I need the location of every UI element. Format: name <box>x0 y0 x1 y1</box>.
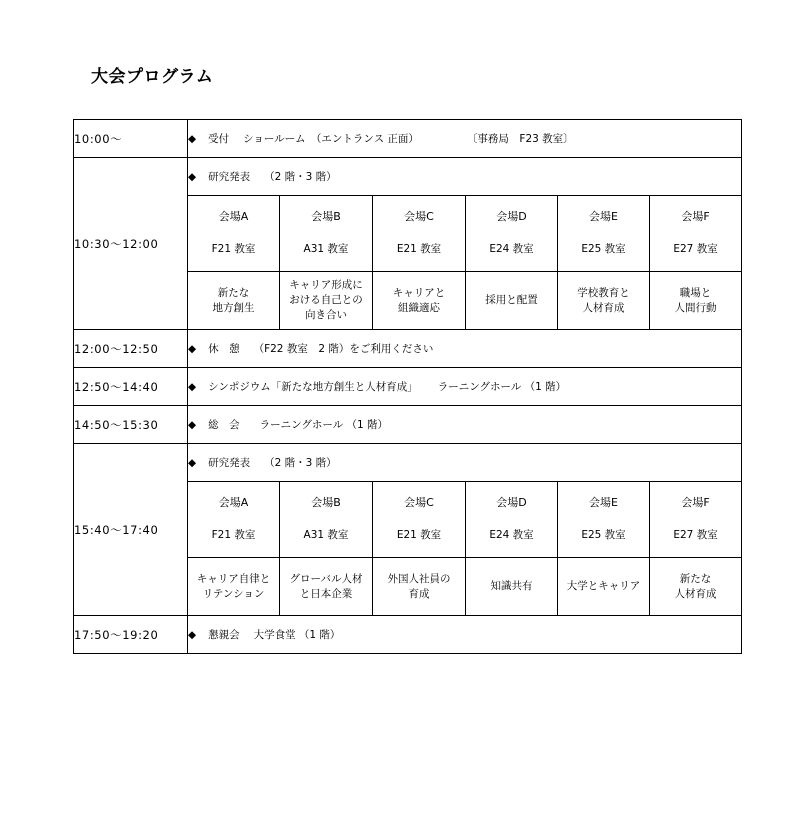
venue-cell <box>373 196 466 272</box>
venue-name: 会場A <box>218 210 249 223</box>
diamond-bullet-icon: ◆ <box>188 457 197 469</box>
break-info <box>188 330 742 368</box>
time-cell: 15:40～17:40 <box>74 444 188 616</box>
reception-row <box>74 120 742 158</box>
venue-cell <box>373 482 466 558</box>
time-cell: 17:50～19:20 <box>74 616 188 654</box>
venue-room: E27 教室 <box>673 243 718 255</box>
diamond-bullet-icon: ◆ <box>188 133 197 145</box>
topic-cell: グローバル人材 と日本企業 <box>280 558 373 616</box>
venue-name: 会場E <box>589 496 618 509</box>
social-gathering-place: 大学食堂 （1 階） <box>253 629 341 641</box>
session1-floors: （2 階・3 階） <box>264 171 337 183</box>
diamond-bullet-icon: ◆ <box>188 629 197 641</box>
diamond-bullet-icon: ◆ <box>188 381 197 393</box>
general-meeting-place: ラーニングホール （1 階） <box>259 419 389 431</box>
topic-cell: 採用と配置 <box>466 272 558 330</box>
venue-name: 会場C <box>404 496 434 509</box>
general-meeting-row <box>74 406 742 444</box>
venue-cell <box>558 196 650 272</box>
topic-cell: 新たな 人材育成 <box>650 558 742 616</box>
venue-cell <box>188 482 280 558</box>
session2-header-row <box>74 444 742 482</box>
venue-room: E24 教室 <box>489 529 534 541</box>
page-title: 大会プログラム <box>91 67 214 87</box>
venue-room: F21 教室 <box>211 243 256 255</box>
time-cell: 12:00～12:50 <box>74 330 188 368</box>
venue-name: 会場D <box>496 496 527 509</box>
venue-room: F21 教室 <box>211 529 256 541</box>
general-meeting-info <box>188 406 742 444</box>
break-row <box>74 330 742 368</box>
reception-label: 受付 <box>208 133 230 145</box>
venue-cell <box>558 482 650 558</box>
time-cell: 10:30～12:00 <box>74 158 188 330</box>
venue-room: E27 教室 <box>673 529 718 541</box>
venue-room: A31 教室 <box>303 529 349 541</box>
topic-cell: 知識共有 <box>466 558 558 616</box>
venue-name: 会場A <box>218 496 249 509</box>
venue-name: 会場D <box>496 210 527 223</box>
session2-label: 研究発表 <box>208 457 251 469</box>
venue-name: 会場C <box>404 210 434 223</box>
symposium-info <box>188 368 742 406</box>
diamond-bullet-icon: ◆ <box>188 171 197 183</box>
venue-name: 会場B <box>311 496 341 509</box>
venue-name: 会場F <box>681 210 710 223</box>
general-meeting-label: 総 会 <box>208 419 240 431</box>
venue-room: E24 教室 <box>489 243 534 255</box>
venue-cell <box>188 196 280 272</box>
venue-room: E21 教室 <box>396 243 442 255</box>
symposium-label: シンポジウム「新たな地方創生と人材育成」 <box>208 381 418 393</box>
topic-cell: キャリアと 組織適応 <box>373 272 466 330</box>
venue-name: 会場E <box>589 210 618 223</box>
venue-room: A31 教室 <box>303 243 349 255</box>
topic-cell: 外国人社員の 育成 <box>373 558 466 616</box>
office-location: 〔事務局 F23 教室〕 <box>466 133 574 145</box>
topic-cell: 学校教育と 人材育成 <box>558 272 650 330</box>
venue-room: E25 教室 <box>581 243 626 255</box>
venue-name: 会場F <box>681 496 710 509</box>
venue-cell <box>466 482 558 558</box>
venue-cell <box>650 196 742 272</box>
diamond-bullet-icon: ◆ <box>188 419 197 431</box>
symposium-row <box>74 368 742 406</box>
session2-floors: （2 階・3 階） <box>264 457 337 469</box>
session1-header-row <box>74 158 742 196</box>
program-table <box>73 119 742 654</box>
topic-cell: キャリア自律と リテンション <box>188 558 280 616</box>
session1-header <box>188 158 742 196</box>
venue-cell <box>466 196 558 272</box>
topic-cell: 大学とキャリア <box>558 558 650 616</box>
social-gathering-label: 懇親会 <box>208 629 240 641</box>
time-cell: 14:50～15:30 <box>74 406 188 444</box>
social-gathering-info <box>188 616 742 654</box>
venue-cell <box>280 196 373 272</box>
session2-header <box>188 444 742 482</box>
venue-room: E21 教室 <box>396 529 442 541</box>
time-cell: 12:50～14:40 <box>74 368 188 406</box>
venue-room: E25 教室 <box>581 529 626 541</box>
venue-name: 会場B <box>311 210 341 223</box>
symposium-place: ラーニングホール （1 階） <box>437 381 567 393</box>
break-note: （F22 教室 2 階）をご利用ください <box>253 343 434 355</box>
topic-cell: 新たな 地方創生 <box>188 272 280 330</box>
break-label: 休 憩 <box>208 343 240 355</box>
venue-cell <box>280 482 373 558</box>
session1-label: 研究発表 <box>208 171 251 183</box>
topic-cell: キャリア形成に おける自己との 向き合い <box>280 272 373 330</box>
reception-info <box>188 120 742 158</box>
venue-cell <box>650 482 742 558</box>
time-cell: 10:00～ <box>74 120 188 158</box>
diamond-bullet-icon: ◆ <box>188 343 197 355</box>
topic-cell: 職場と 人間行動 <box>650 272 742 330</box>
social-gathering-row <box>74 616 742 654</box>
reception-place: ショールーム （エントランス 正面） <box>243 133 419 145</box>
